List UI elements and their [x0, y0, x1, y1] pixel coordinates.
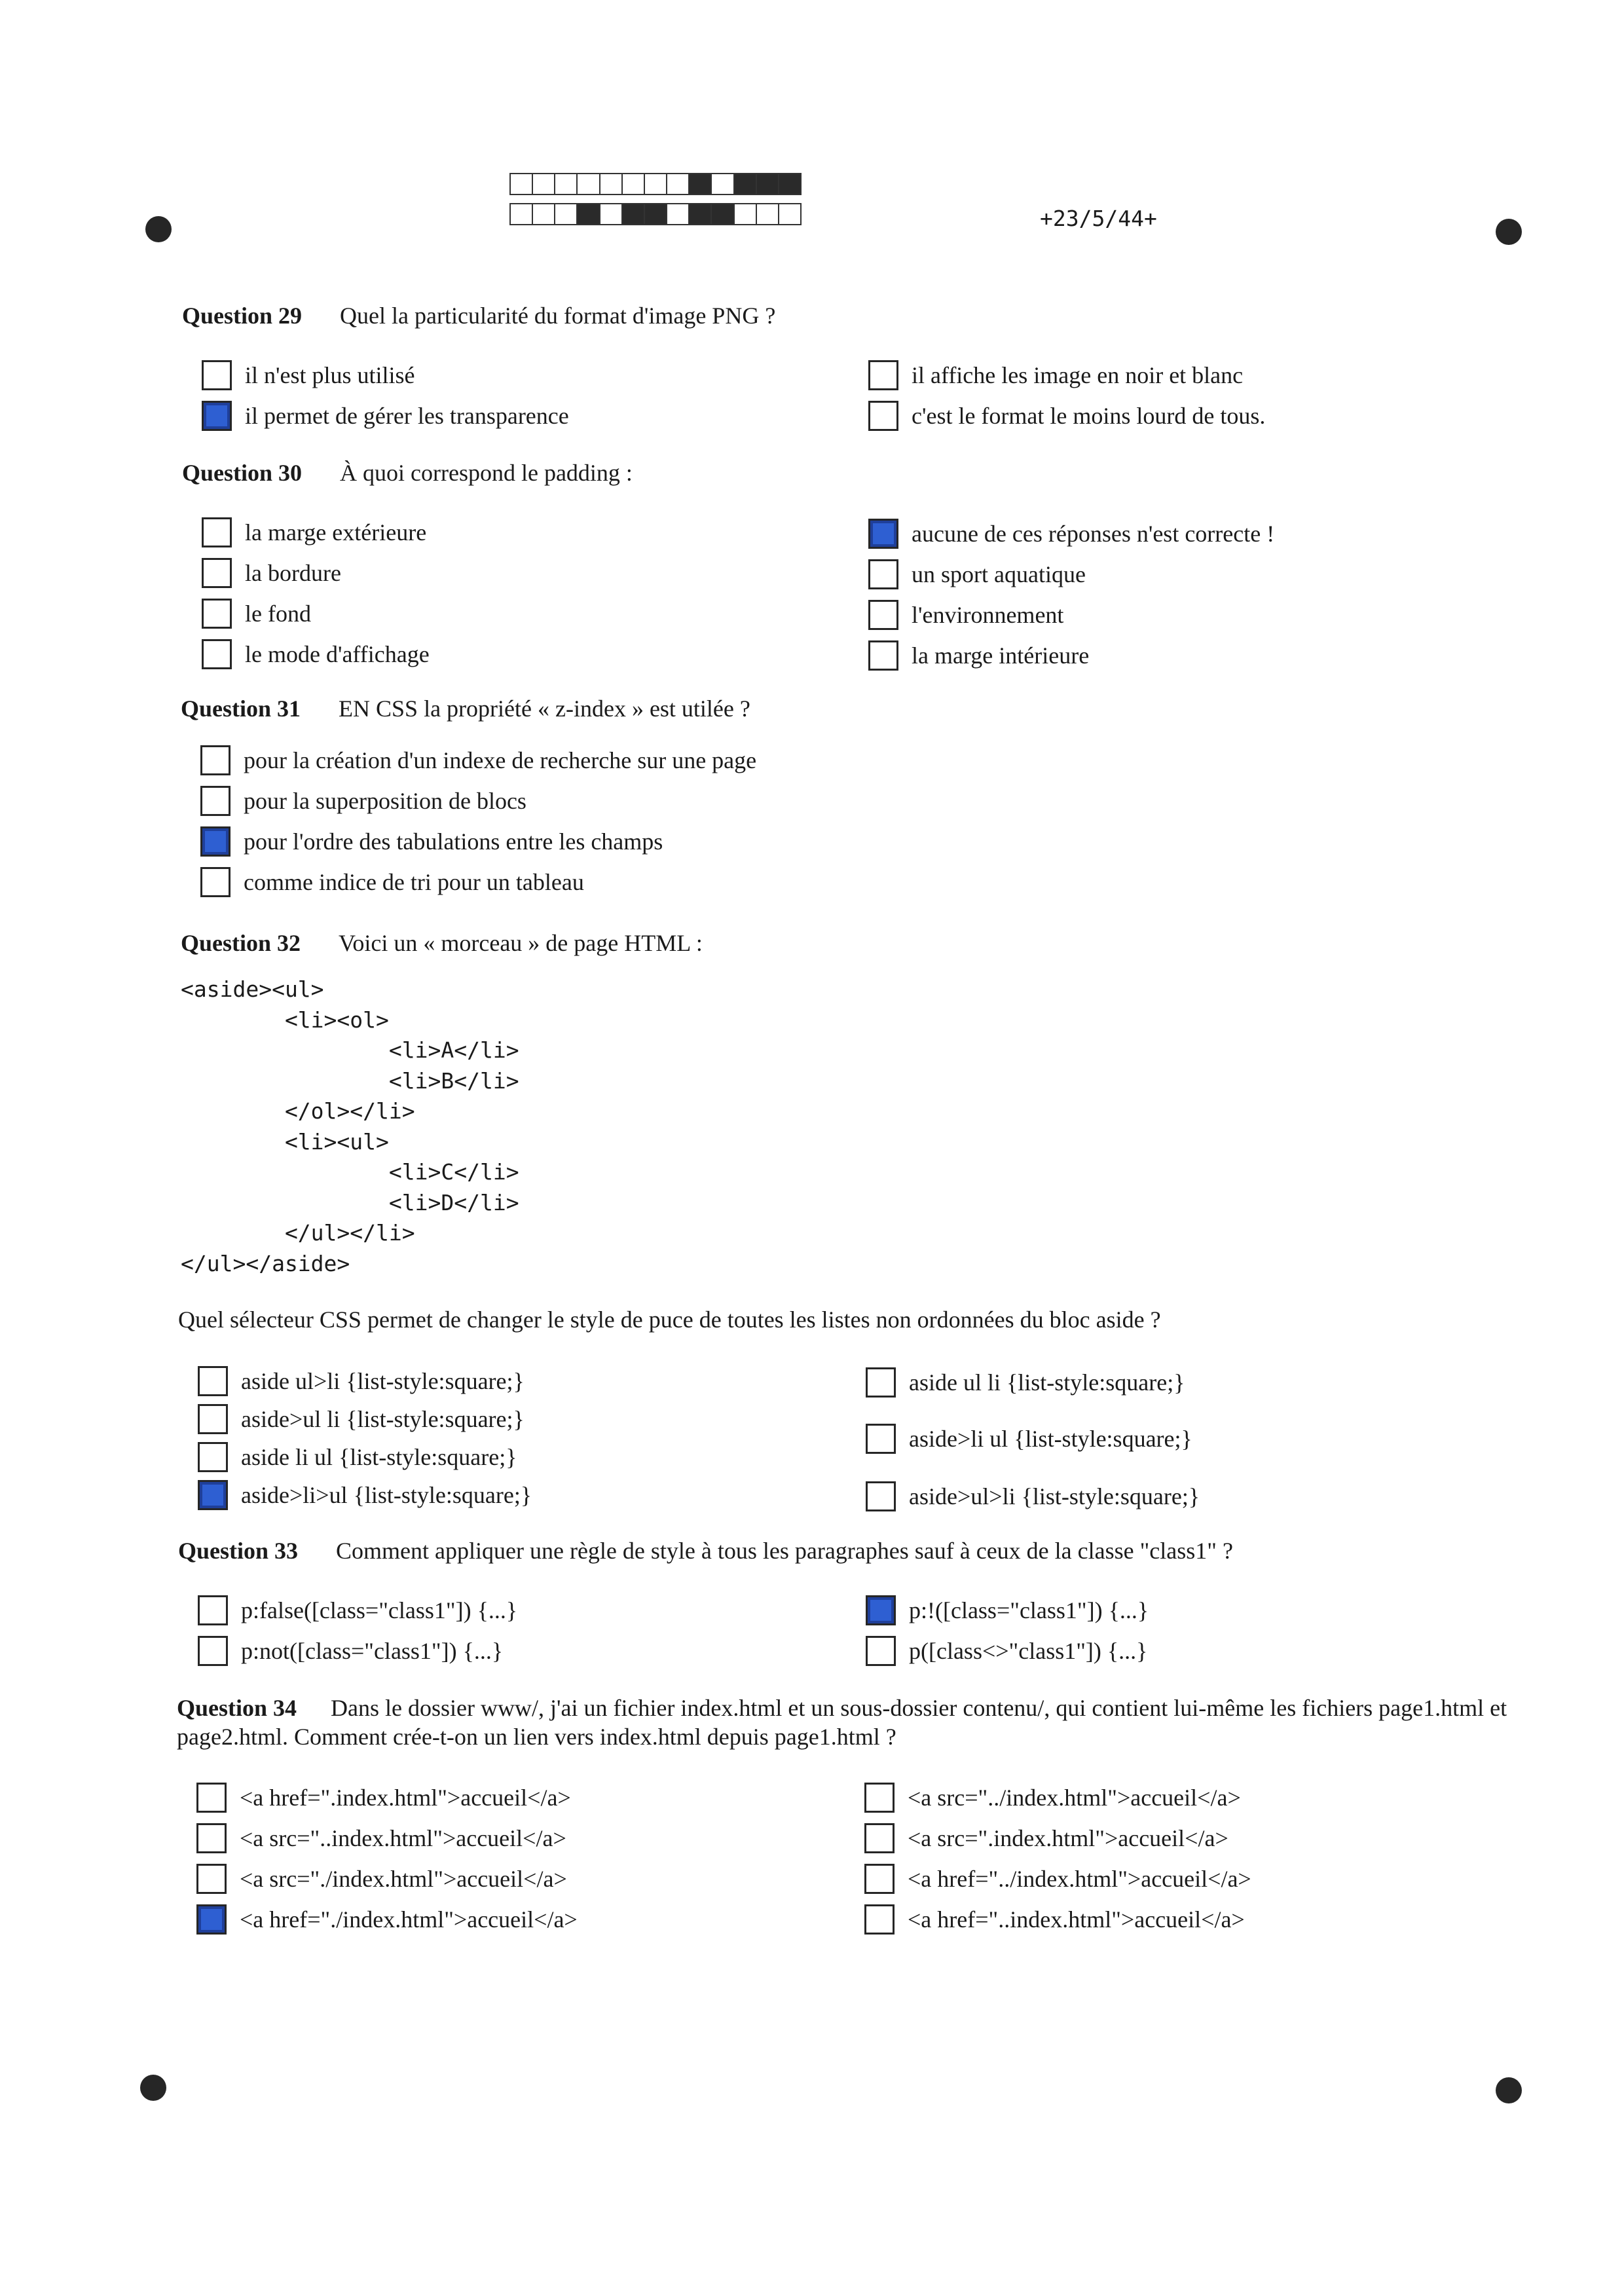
option-label: aucune de ces réponses n'est correcte !: [912, 521, 1275, 547]
q33-option-2[interactable]: [198, 1636, 503, 1666]
answer-checkbox[interactable]: [200, 745, 231, 775]
answer-checkbox[interactable]: [864, 1904, 895, 1935]
question-text: Quel la particularité du format d'image PNG ?: [340, 303, 776, 329]
q34-option-1[interactable]: [196, 1783, 571, 1813]
option-label: <a href="./index.html">accueil</a>: [240, 1906, 578, 1933]
q32-option-2[interactable]: [198, 1404, 525, 1434]
option-label: aside>ul>li {list-style:square;}: [909, 1483, 1200, 1509]
barcode-cell: [779, 204, 800, 224]
q32-option-3[interactable]: [198, 1442, 517, 1472]
registration-mark-top-right: [1496, 219, 1522, 245]
option-label: <a href="../index.html">accueil</a>: [908, 1866, 1251, 1892]
answer-checkbox-checked[interactable]: [868, 519, 898, 549]
answer-checkbox[interactable]: [196, 1783, 227, 1813]
barcode-cell: [578, 174, 600, 194]
option-label: p:false([class="class1"]) {...}: [241, 1597, 518, 1623]
q31-option-1[interactable]: [200, 745, 756, 775]
barcode-cell: [600, 174, 623, 194]
option-label: un sport aquatique: [912, 561, 1086, 587]
q34-option-6[interactable]: [864, 1823, 1228, 1853]
barcode-cell: [645, 174, 667, 194]
option-label: c'est le format le moins lourd de tous.: [912, 403, 1266, 429]
barcode-cell: [690, 204, 712, 224]
q30-option-7[interactable]: [868, 600, 1063, 630]
option-label: pour la superposition de blocs: [244, 788, 526, 814]
question-number: Question 31: [181, 695, 301, 722]
answer-checkbox[interactable]: [864, 1783, 895, 1813]
q30-option-6[interactable]: [868, 559, 1086, 589]
option-label: le mode d'affichage: [245, 641, 430, 667]
answer-checkbox[interactable]: [198, 1366, 228, 1396]
option-label: <a href=".index.html">accueil</a>: [240, 1785, 571, 1811]
option-label: le fond: [245, 601, 311, 627]
q34-option-8[interactable]: [864, 1904, 1245, 1935]
q32-option-7[interactable]: [866, 1481, 1200, 1511]
answer-checkbox[interactable]: [200, 786, 231, 816]
exam-page-id: +23/5/44+: [1040, 206, 1157, 231]
answer-checkbox[interactable]: [866, 1424, 896, 1454]
answer-checkbox[interactable]: [202, 639, 232, 669]
answer-checkbox[interactable]: [202, 599, 232, 629]
option-label: pour l'ordre des tabulations entre les champs: [244, 828, 663, 855]
q34-option-5[interactable]: [864, 1783, 1241, 1813]
option-label: aside>li>ul {list-style:square;}: [241, 1482, 532, 1508]
registration-mark-bottom-right: [1496, 2077, 1522, 2103]
answer-checkbox[interactable]: [202, 517, 232, 547]
q29-option-1[interactable]: [202, 360, 415, 390]
question-number: Question 32: [181, 930, 301, 956]
question-32-prompt: Quel sélecteur CSS permet de changer le style de puce de toutes les listes non ordonnées du bloc aside ?: [178, 1306, 1161, 1333]
question-text: Voici un « morceau » de page HTML :: [339, 930, 703, 956]
answer-checkbox[interactable]: [200, 867, 231, 897]
option-label: la marge intérieure: [912, 642, 1090, 669]
question-text: À quoi correspond le padding :: [340, 460, 633, 486]
q32-option-6[interactable]: [866, 1424, 1192, 1454]
q30-option-1[interactable]: [202, 517, 426, 547]
answer-checkbox-checked[interactable]: [200, 826, 231, 857]
barcode-cell: [555, 204, 578, 224]
answer-checkbox[interactable]: [198, 1595, 228, 1625]
html-code-snippet: <aside><ul> <li><ol> <li>A</li> <li>B</li> </ol></li> <li><ul> <li>C</li> <li>D</li> </ul></li> </ul></aside>: [181, 976, 519, 1276]
barcode-cell: [645, 204, 667, 224]
option-label: <a src="..index.html">accueil</a>: [240, 1825, 566, 1851]
barcode-cell: [533, 204, 555, 224]
answer-checkbox[interactable]: [202, 360, 232, 390]
answer-checkbox[interactable]: [198, 1442, 228, 1472]
question-number: Question 33: [178, 1538, 299, 1564]
option-label: <a src="../index.html">accueil</a>: [908, 1785, 1241, 1811]
question-30-header: [182, 458, 633, 487]
answer-checkbox[interactable]: [196, 1823, 227, 1853]
q34-option-4[interactable]: [196, 1904, 578, 1935]
barcode-cell: [533, 174, 555, 194]
option-label: p:not([class="class1"]) {...}: [241, 1638, 504, 1664]
q33-option-4[interactable]: [866, 1636, 1147, 1666]
barcode-cell: [712, 174, 734, 194]
barcode-cell: [735, 174, 757, 194]
option-label: comme indice de tri pour un tableau: [244, 869, 584, 895]
answer-checkbox-checked[interactable]: [866, 1595, 896, 1625]
answer-checkbox[interactable]: [864, 1864, 895, 1894]
answer-checkbox[interactable]: [196, 1864, 227, 1894]
q34-option-2[interactable]: [196, 1823, 566, 1853]
option-label: il permet de gérer les transparence: [245, 403, 569, 429]
q33-option-3[interactable]: [866, 1595, 1149, 1625]
barcode-cell: [779, 174, 800, 194]
q32-option-5[interactable]: [866, 1367, 1185, 1398]
q31-option-4[interactable]: [200, 867, 584, 897]
q30-option-2[interactable]: [202, 558, 341, 588]
registration-mark-top-left: [145, 216, 172, 242]
answer-checkbox[interactable]: [202, 558, 232, 588]
barcode-cell: [511, 174, 533, 194]
q29-option-4[interactable]: [868, 401, 1265, 431]
option-label: p([class<>"class1"]) {...}: [909, 1638, 1148, 1664]
question-text: Dans le dossier www/, j'ai un fichier index.html et un sous-dossier contenu/, qui contient lui-même les fichiers page1.html et page2.html. Comment crée-t-on un lien vers index.html depuis page1.html ?: [177, 1695, 1507, 1750]
q34-option-7[interactable]: [864, 1864, 1251, 1894]
question-29-header: [182, 301, 775, 330]
barcode-cell: [667, 204, 690, 224]
question-32-header: [181, 929, 703, 957]
option-label: p:!([class="class1"]) {...}: [909, 1597, 1149, 1623]
answer-checkbox[interactable]: [198, 1636, 228, 1666]
option-label: <a href="..index.html">accueil</a>: [908, 1906, 1245, 1933]
answer-checkbox-checked[interactable]: [202, 401, 232, 431]
barcode-cell: [667, 174, 690, 194]
q31-option-2[interactable]: [200, 786, 526, 816]
answer-checkbox-checked[interactable]: [196, 1904, 227, 1935]
q30-option-5[interactable]: [868, 519, 1274, 549]
q30-option-4[interactable]: [202, 639, 430, 669]
barcode-cell: [690, 174, 712, 194]
option-label: la marge extérieure: [245, 519, 427, 546]
option-label: il affiche les image en noir et blanc: [912, 362, 1244, 388]
option-label: <a src=".index.html">accueil</a>: [908, 1825, 1228, 1851]
option-label: aside ul>li {list-style:square;}: [241, 1368, 525, 1394]
question-number: Question 34: [177, 1695, 297, 1721]
answer-checkbox[interactable]: [868, 360, 898, 390]
q29-option-2[interactable]: [202, 401, 569, 431]
barcode-cell: [578, 204, 600, 224]
q31-option-3[interactable]: [200, 826, 663, 857]
q30-option-8[interactable]: [868, 640, 1089, 671]
answer-checkbox[interactable]: [866, 1636, 896, 1666]
q34-option-3[interactable]: [196, 1864, 567, 1894]
question-number: Question 30: [182, 460, 303, 486]
answer-checkbox[interactable]: [868, 401, 898, 431]
option-label: l'environnement: [912, 602, 1064, 628]
answer-checkbox[interactable]: [866, 1481, 896, 1511]
barcode-cell: [757, 204, 779, 224]
option-label: pour la création d'un indexe de recherche sur une page: [244, 747, 757, 773]
registration-mark-bottom-left: [140, 2075, 166, 2101]
answer-checkbox[interactable]: [868, 640, 898, 671]
question-text: Comment appliquer une règle de style à tous les paragraphes sauf à ceux de la classe "class1" ?: [336, 1538, 1233, 1564]
q29-option-3[interactable]: [868, 360, 1243, 390]
barcode-cell: [600, 204, 623, 224]
barcode-top: [509, 173, 802, 195]
barcode-cell: [555, 174, 578, 194]
q32-option-1[interactable]: [198, 1366, 525, 1396]
barcode-bottom: [509, 203, 802, 225]
q33-option-1[interactable]: [198, 1595, 517, 1625]
answer-checkbox[interactable]: [864, 1823, 895, 1853]
option-label: aside>ul li {list-style:square;}: [241, 1406, 525, 1432]
option-label: <a src="./index.html">accueil</a>: [240, 1866, 567, 1892]
question-33-header: [178, 1536, 1233, 1565]
answer-checkbox[interactable]: [198, 1404, 228, 1434]
q30-option-3[interactable]: [202, 599, 311, 629]
q32-option-4[interactable]: [198, 1480, 532, 1510]
barcode-cell: [511, 204, 533, 224]
question-number: Question 29: [182, 303, 303, 329]
question-31-header: [181, 694, 750, 723]
answer-checkbox[interactable]: [868, 600, 898, 630]
barcode-cell: [623, 204, 645, 224]
option-label: aside ul li {list-style:square;}: [909, 1369, 1185, 1396]
answer-checkbox[interactable]: [868, 559, 898, 589]
option-label: aside>li ul {list-style:square;}: [909, 1426, 1192, 1452]
question-34-header: [177, 1694, 1513, 1751]
barcode-cell: [712, 204, 734, 224]
answer-checkbox[interactable]: [866, 1367, 896, 1398]
option-label: aside li ul {list-style:square;}: [241, 1444, 517, 1470]
question-text: EN CSS la propriété « z-index » est utilée ?: [339, 695, 750, 722]
barcode-cell: [757, 174, 779, 194]
barcode-cell: [623, 174, 645, 194]
option-label: la bordure: [245, 560, 341, 586]
barcode-cell: [735, 204, 757, 224]
option-label: il n'est plus utilisé: [245, 362, 415, 388]
answer-checkbox-checked[interactable]: [198, 1480, 228, 1510]
